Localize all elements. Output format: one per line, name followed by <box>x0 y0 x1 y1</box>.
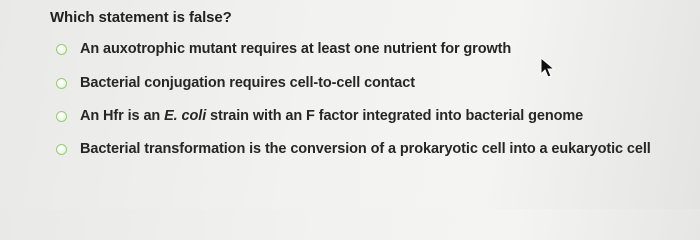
mouse-pointer-icon <box>540 57 556 79</box>
radio-button[interactable] <box>56 44 67 55</box>
option-transformation[interactable] <box>56 138 651 160</box>
option-label <box>80 108 583 124</box>
option-label: Bacterial conjugation requires cell-to-cell contact <box>80 75 415 91</box>
option-auxotrophic[interactable] <box>56 38 511 60</box>
radio-button[interactable] <box>56 111 67 122</box>
option-conjugation[interactable] <box>56 72 415 94</box>
option-label: Bacterial transformation is the conversion of a prokaryotic cell into a eukaryotic cell <box>80 141 651 157</box>
option-label-part: strain with an F factor integrated into bacterial genome <box>206 108 584 124</box>
option-hfr[interactable] <box>56 105 583 127</box>
radio-button[interactable] <box>56 78 67 89</box>
question-text: Which statement is false? <box>50 9 232 26</box>
option-label: An auxotrophic mutant requires at least one nutrient for growth <box>80 41 512 57</box>
option-label-part: An Hfr is an <box>80 108 165 124</box>
radio-button[interactable] <box>56 144 67 155</box>
option-label-italic: E. coli <box>164 108 207 124</box>
